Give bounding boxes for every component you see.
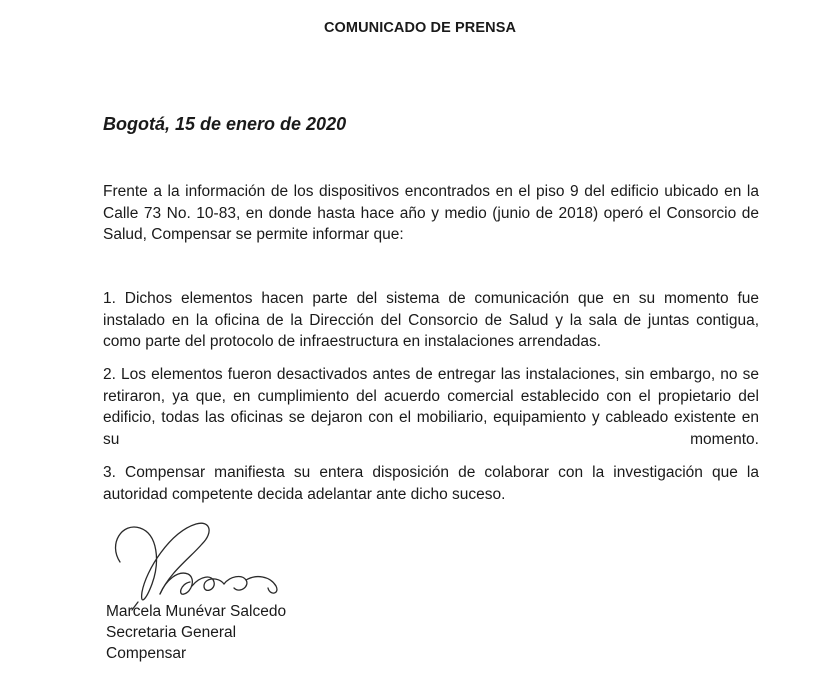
signatory-position: Secretaria General bbox=[106, 624, 237, 641]
point-3-paragraph: 3. Compensar manifiesta su entera disposición de colaborar con la investigación que la autoridad competente decida adelantar ante dicho suceso. bbox=[103, 464, 759, 503]
point-1-paragraph: 1. Dichos elementos hacen parte del sistema de comunicación que en su momento fue instalado en la oficina de la Dirección del Consorcio de Salud y la sala de juntas contigua, como parte del protocolo de infraestructura en instalaciones arrendadas. bbox=[103, 290, 759, 350]
signatory-name: Marcela Munévar Salcedo bbox=[106, 603, 287, 620]
page-title: COMUNICADO DE PRENSA bbox=[323, 20, 517, 36]
signature-block bbox=[106, 601, 286, 664]
signatory-organization: Compensar bbox=[106, 645, 187, 662]
point-2-paragraph: 2. Los elementos fueron desactivados antes de entregar las instalaciones, sin embargo, no se retiraron, ya que, en cumplimiento del acuerdo comercial establecido con el propietario del edificio, todas las oficinas se dejaron con el mobiliario, equipamiento y cableado existente en su momento. bbox=[103, 366, 759, 448]
intro-paragraph: Frente a la información de los dispositivos encontrados en el piso 9 del edificio ubicado en la Calle 73 No. 10-83, en donde hasta hace año y medio (junio de 2018) operó el Consorcio de Salud, Compensar se permite informar que: bbox=[103, 183, 759, 243]
handwritten-signature bbox=[100, 514, 310, 614]
date-line: Bogotá, 15 de enero de 2020 bbox=[103, 114, 347, 134]
